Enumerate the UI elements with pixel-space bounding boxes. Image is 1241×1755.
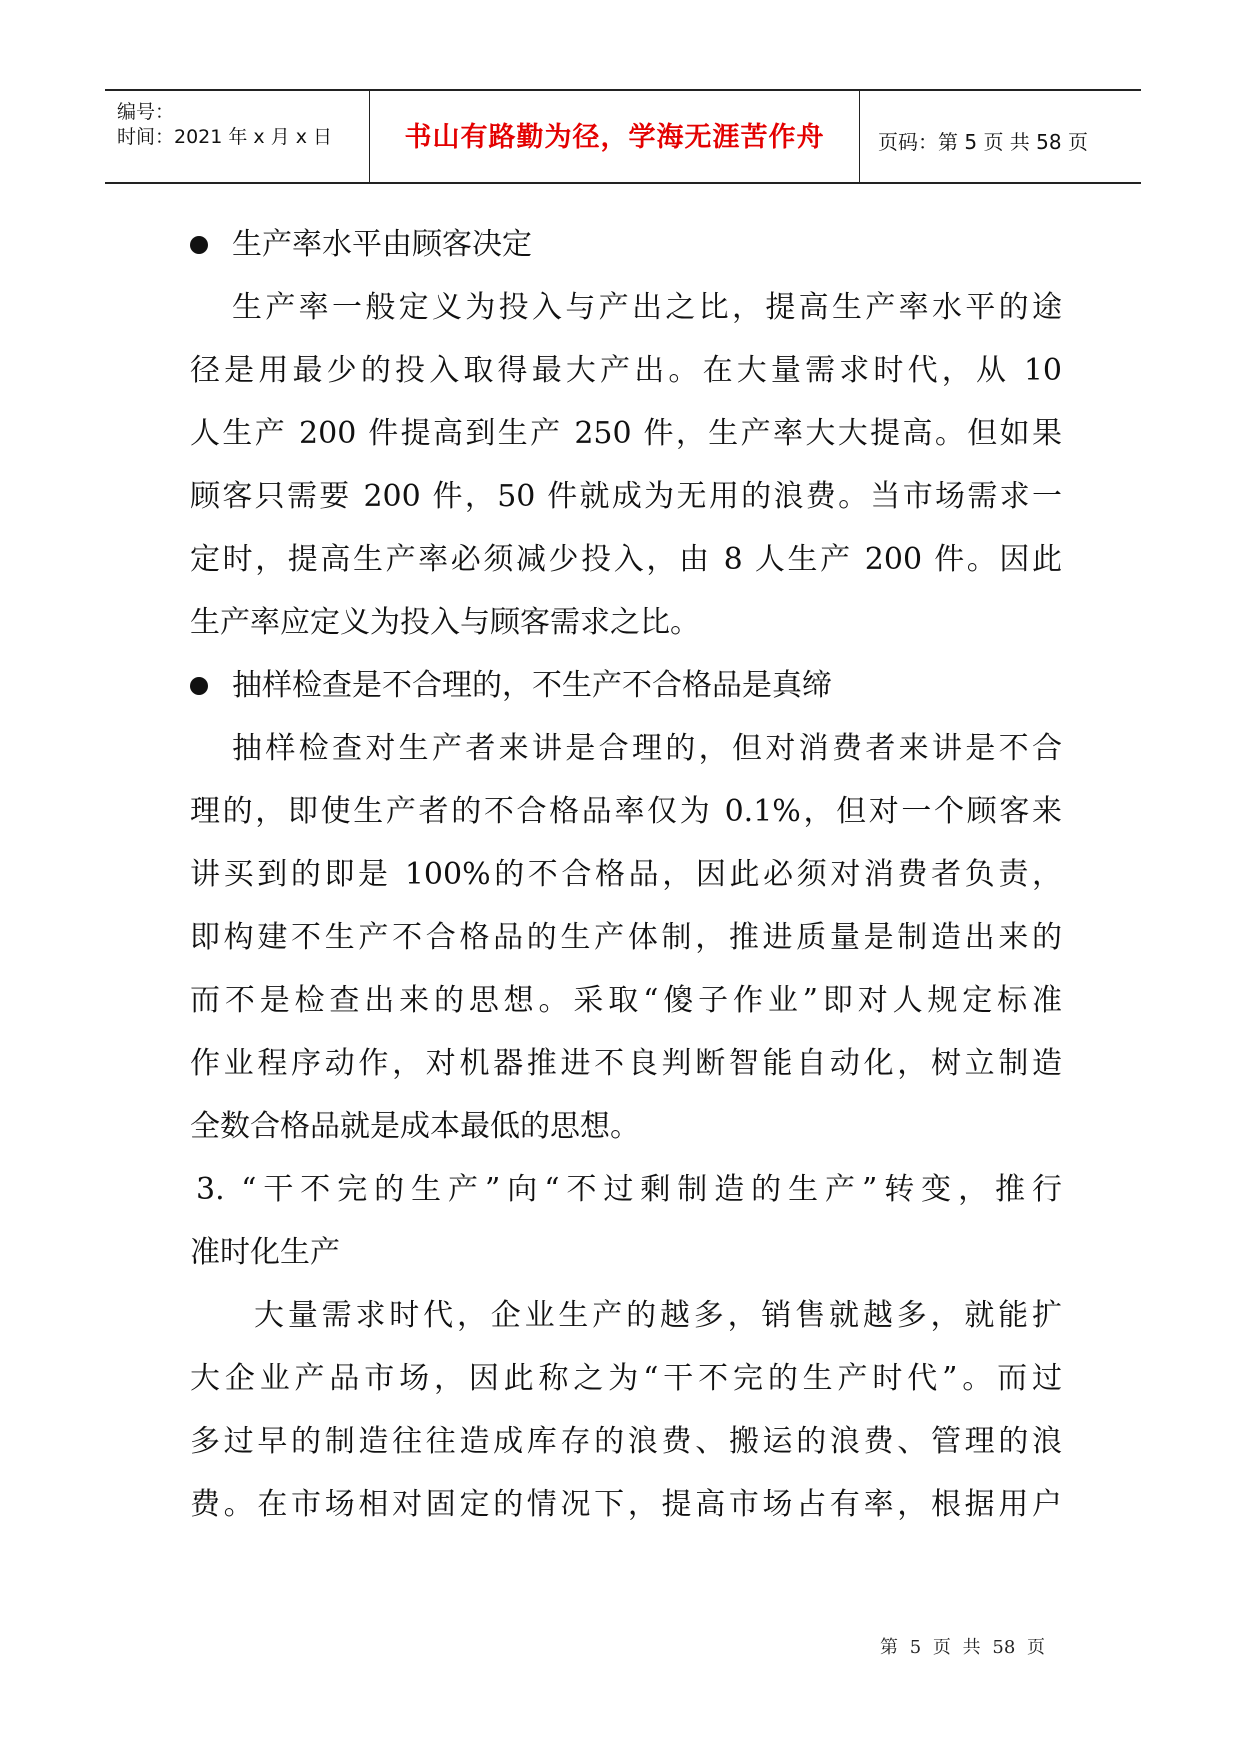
bullet-heading	[190, 213, 1062, 276]
paragraph-line: 大企业产品市场，因此称之为“干不完的生产时代”。而过	[190, 1361, 1062, 1396]
paragraph-line: 而不是检查出来的思想。采取“傻子作业”即对人规定标准	[190, 983, 1062, 1018]
document-header	[105, 89, 1141, 184]
page-footer: 第 5 页 共 58 页	[880, 1637, 1045, 1658]
document-number-label: 编号：	[117, 101, 175, 123]
paragraph-line: 径是用最少的投入取得最大产出。在大量需求时代，从 10	[190, 353, 1062, 388]
document-time-label: 时间：2021 年 x 月 x 日	[117, 126, 333, 148]
header-motto: 书山有路勤为径，学海无涯苦作舟	[404, 122, 825, 153]
bullet-heading	[190, 654, 1062, 717]
bullet-heading-text: 生产率水平由顾客决定	[232, 227, 532, 262]
section-heading: 3. “干不完的生产”向“不过剩制造的生产”转变，推行	[196, 1172, 1062, 1207]
paragraph-line: 顾客只需要 200 件，50 件就成为无用的浪费。当市场需求一	[190, 479, 1062, 514]
paragraph-line: 多过早的制造往往造成库存的浪费、搬运的浪费、管理的浪	[190, 1424, 1062, 1459]
paragraph-line: 生产率应定义为投入与顾客需求之比。	[190, 605, 700, 640]
paragraph-line: 大量需求时代，企业生产的越多，销售就越多，就能扩	[254, 1298, 1062, 1333]
header-page-cell	[860, 91, 1141, 182]
paragraph-line: 生产率一般定义为投入与产出之比，提高生产率水平的途	[232, 290, 1062, 325]
document-body	[190, 213, 1062, 1536]
paragraph-line: 即构建不生产不合格品的生产体制，推进质量是制造出来的	[190, 920, 1062, 955]
paragraph-line: 作业程序动作，对机器推进不良判断智能自动化，树立制造	[190, 1046, 1062, 1081]
header-meta-cell	[105, 91, 370, 182]
paragraph-line: 人生产 200 件提高到生产 250 件，生产率大大提高。但如果	[190, 416, 1062, 451]
header-page-code: 页码：第 5 页 共 58 页	[878, 130, 1088, 154]
bullet-heading-text: 抽样检查是不合理的，不生产不合格品是真缔	[232, 668, 832, 703]
paragraph-line: 定时，提高生产率必须减少投入，由 8 人生产 200 件。因此	[190, 542, 1062, 577]
bullet-dot-icon	[190, 677, 208, 695]
paragraph-line: 全数合格品就是成本最低的思想。	[190, 1109, 640, 1144]
paragraph-line: 讲买到的即是 100%的不合格品，因此必须对消费者负责，	[190, 857, 1062, 892]
paragraph-line: 抽样检查对生产者来讲是合理的，但对消费者来讲是不合	[232, 731, 1062, 766]
header-motto-cell	[370, 91, 860, 182]
paragraph-line: 理的，即使生产者的不合格品率仅为 0.1%，但对一个顾客来	[190, 794, 1062, 829]
section-heading-continued: 准时化生产	[190, 1235, 340, 1270]
paragraph-line: 费。在市场相对固定的情况下，提高市场占有率，根据用户	[190, 1487, 1062, 1522]
bullet-dot-icon	[190, 236, 208, 254]
